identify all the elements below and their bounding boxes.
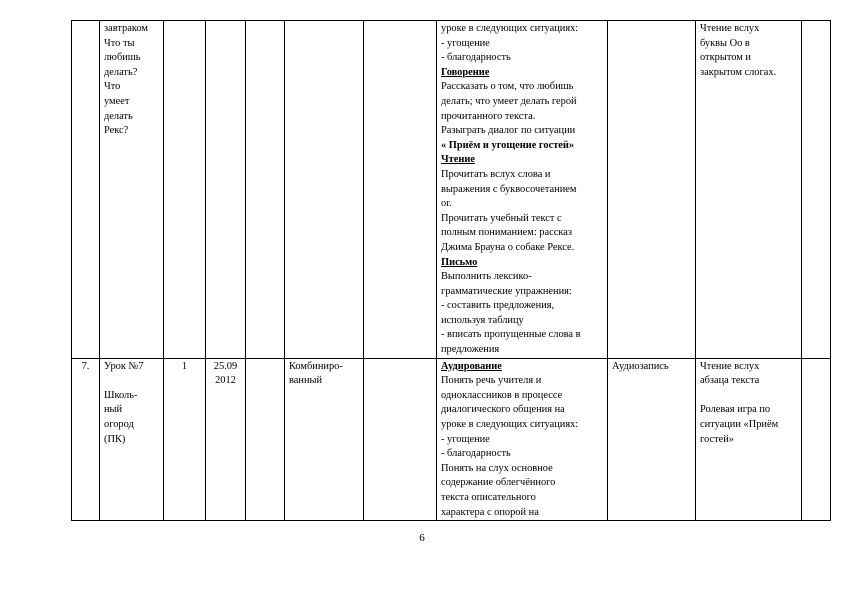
section-heading: Чтение xyxy=(441,154,475,166)
row2-equipment-cell xyxy=(608,358,696,521)
row2-fact-date-cell xyxy=(246,358,285,521)
cell-text-line: Ролевая игра по xyxy=(700,404,771,416)
cell-text-line: огород xyxy=(104,419,134,431)
lesson-hours: 1 xyxy=(181,360,188,372)
cell-text-line: делать xyxy=(104,110,133,122)
cell-text-line: (ПК) xyxy=(104,433,126,445)
cell-text-line: Джима Брауна о собаке Рексе. xyxy=(441,241,575,253)
cell-text-line: Чтение вслух xyxy=(700,23,760,34)
cell-text-line: гостей» xyxy=(700,433,734,445)
cell-text-line: ный xyxy=(104,404,123,416)
cell-text-line: используя таблицу xyxy=(441,314,524,326)
row2-control-cell xyxy=(696,358,802,521)
row2-homework-cell xyxy=(802,358,831,521)
cell-text-line: содержание облегчённого xyxy=(441,477,556,489)
cell-text-line: завтраком xyxy=(104,23,148,34)
blank-line xyxy=(700,389,797,404)
row1-date-cell xyxy=(206,21,246,359)
cell-text-line: Прочитать вслух слова и xyxy=(441,168,551,180)
cell-text-line: прочитанного текста. xyxy=(441,110,536,122)
cell-text-line: открытом и xyxy=(700,52,751,64)
row1-homework-cell xyxy=(802,21,831,359)
section-heading: Говорение xyxy=(441,66,490,78)
cell-text-line: абзаца текста xyxy=(700,375,760,387)
row1-number-cell xyxy=(72,21,100,359)
cell-text-line: Понять на слух основное xyxy=(441,462,553,474)
cell-text-line: одноклассников в процессе xyxy=(441,389,563,401)
cell-text-line: Чтение вслух xyxy=(700,360,760,372)
cell-text-line: - угощение xyxy=(441,37,490,49)
row1-fact-date-cell xyxy=(246,21,285,359)
row1-hours-cell xyxy=(164,21,206,359)
row2-number-cell xyxy=(72,358,100,521)
cell-text-line: предложения xyxy=(441,344,500,356)
cell-text-line: - составить предложения, xyxy=(441,300,555,312)
row1-lesson-type-cell xyxy=(285,21,364,359)
cell-text-line: - благодарность xyxy=(441,52,511,64)
table-row xyxy=(72,358,831,521)
cell-text-line: 2012 xyxy=(215,375,236,387)
cell-text-line: умеет xyxy=(104,95,130,107)
section-heading: Аудирование xyxy=(441,360,502,372)
table-row xyxy=(72,21,831,359)
cell-text-line: полным пониманием: рассказ xyxy=(441,227,572,239)
row2-date-cell xyxy=(206,358,246,521)
cell-text-line: уроке в следующих ситуациях: xyxy=(441,419,579,431)
cell-text-line: Что ты xyxy=(104,37,135,49)
cell-text-line: Комбиниро- xyxy=(289,360,343,372)
cell-text-line: характера с опорой на xyxy=(441,506,539,518)
cell-text-line: делать? xyxy=(104,66,138,78)
section-heading: Письмо xyxy=(441,256,478,268)
cell-text-line: Школь- xyxy=(104,389,138,401)
cell-text-line: Что xyxy=(104,81,121,93)
cell-text-line: любишь xyxy=(104,52,141,64)
row1-activities-cell xyxy=(437,21,608,359)
cell-text-line: 25.09 xyxy=(213,360,238,372)
cell-text-line: Рекс? xyxy=(104,125,129,137)
cell-text-line: Рассказать о том, что любишь xyxy=(441,81,574,93)
cell-text-line: выражения с буквосочетанием xyxy=(441,183,577,195)
cell-text-line: or. xyxy=(441,198,452,210)
row2-elements-cell xyxy=(364,358,437,521)
cell-text-line: ситуации «Приём xyxy=(700,419,779,431)
cell-text-line: - благодарность xyxy=(441,448,511,460)
lesson-plan-table xyxy=(71,20,831,521)
cell-text-line: делать; что умеет делать герой xyxy=(441,95,577,107)
cell-text-line: ванный xyxy=(289,375,323,387)
row2-topic-cell xyxy=(100,358,164,521)
cell-text-line: Урок №7 xyxy=(104,360,144,372)
cell-text-line: - угощение xyxy=(441,433,490,445)
row2-activities-cell xyxy=(437,358,608,521)
row2-hours-cell xyxy=(164,358,206,521)
blank-line xyxy=(104,374,159,389)
cell-text-line: буквы Оо в xyxy=(700,37,750,49)
row1-topic-cell xyxy=(100,21,164,359)
cell-text-line: уроке в следующих ситуациях: xyxy=(441,23,579,34)
cell-text-line: закрытом слогах. xyxy=(700,66,777,78)
page-number: 6 xyxy=(419,532,425,544)
section-heading: « Приём и угощение гостей» xyxy=(441,139,575,151)
row1-equipment-cell xyxy=(608,21,696,359)
row1-elements-cell xyxy=(364,21,437,359)
cell-text-line: Разыграть диалог по ситуации xyxy=(441,125,576,137)
cell-text-line: Понять речь учителя и xyxy=(441,375,542,387)
cell-text-line: Аудиозапись xyxy=(612,360,669,372)
row2-lesson-type-cell xyxy=(285,358,364,521)
cell-text-line: Выполнить лексико- xyxy=(441,271,532,283)
cell-text-line: диалогического общения на xyxy=(441,404,565,416)
row1-control-cell xyxy=(696,21,802,359)
lesson-number: 7. xyxy=(81,360,90,372)
cell-text-line: - вписать пропущенные слова в xyxy=(441,329,581,341)
cell-text-line: текста описательного xyxy=(441,492,536,503)
cell-text-line: грамматические упражнения: xyxy=(441,285,572,297)
cell-text-line: Прочитать учебный текст с xyxy=(441,212,562,224)
